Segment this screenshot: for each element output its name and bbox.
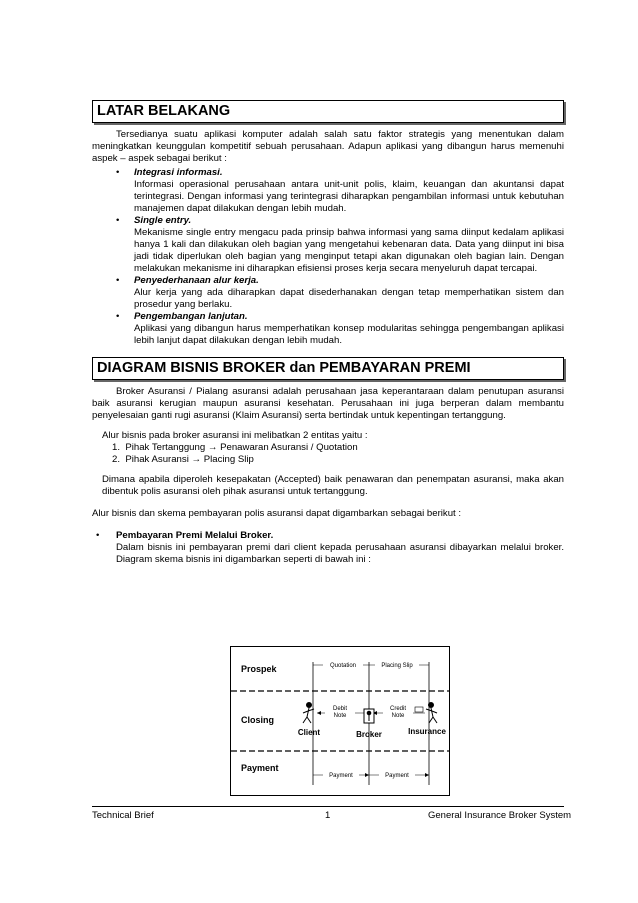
scheme-paragraph: Alur bisnis dan skema pembayaran polis asuransi dapat digambarkan sebagai berikut : <box>92 508 462 519</box>
payment-label-broker-insurance: Payment <box>385 773 409 779</box>
aspect-list <box>92 167 564 347</box>
row-label-prospek: Prospek <box>241 664 277 674</box>
placing-slip-label: Placing Slip <box>381 663 413 669</box>
insurance-person-icon <box>426 703 437 724</box>
flow-block <box>92 430 564 466</box>
payment-bullet-title: Pembayaran Premi Melalui Broker. <box>116 530 274 541</box>
list-item: • Pengembangan lanjutan. Aplikasi yang dibangun harus memperhatikan konsep modularitas sehingga pengembangan aplikasi lebih lanjut dapat dilakukan dengan lebih mudah. <box>116 311 564 346</box>
quotation-label: Quotation <box>329 663 357 669</box>
row-label-closing: Closing <box>241 715 274 725</box>
section-heading-diagram-bisnis: DIAGRAM BISNIS BROKER dan PEMBAYARAN PREMI <box>92 357 564 380</box>
broker-person-icon <box>364 709 374 723</box>
footer-divider <box>92 806 564 807</box>
row-label-payment: Payment <box>241 763 279 773</box>
section-heading-latar-belakang: LATAR BELAKANG <box>92 100 564 123</box>
credit-note-label: Credit <box>389 706 407 712</box>
footer-page-number: 1 <box>325 810 331 821</box>
broker-label: Broker <box>356 730 382 739</box>
list-item: 2. Pihak Asuransi → Placing Slip <box>112 454 254 465</box>
broker-intro-paragraph: Broker Asuransi / Pialang asuransi adalah perusahaan jasa keperantaraan dalam penutupan asuransi baik asuransi kerugian maupun asuransi kesehatan. Perusahaan ini juga berperan dalam membantu penyelesaian ganti rugi asuransi (Klaim Asuransi) serta bertindak untuk kepentingan tertanggung. <box>92 386 564 421</box>
entity-list <box>102 442 564 466</box>
payment-bullet: • Pembayaran Premi Melalui Broker. Dalam bisnis ini pembayaran premi dari client kepada perusahaan asuransi dibayarkan melalui broker. Diagram skema bisnis ini digambarkan seperti di bawah ini : <box>96 530 564 565</box>
list-item: • Integrasi informasi. Informasi operasional perusahaan antara unit-unit polis, klaim, keuangan dan akuntansi dapat terintegrasi. Dengan informasi yang terintegrasi diharapkan pengambilan informasi untuk kebutuhan manajemen dapat dilakukan dengan lebih mudah. <box>116 167 564 214</box>
list-item: 1. Pihak Tertanggung → Penawaran Asuransi / Quotation <box>112 442 358 453</box>
payment-label-client-broker: Payment <box>329 773 353 779</box>
document-page <box>92 100 564 566</box>
broker-business-diagram <box>230 646 450 796</box>
insurance-label: Insurance <box>408 727 446 736</box>
footer-right: General Insurance Broker System <box>428 810 572 821</box>
client-label: Client <box>297 728 321 737</box>
flow-intro: Alur bisnis pada broker asuransi ini melibatkan 2 entitas yaitu : <box>102 430 368 441</box>
intro-paragraph: Tersedianya suatu aplikasi komputer adalah salah satu faktor strategis yang menentukan dalam meningkatkan keunggulan kompetitif sebuah perusahaan. Adapun aplikasi yang dibangun harus memenuhi aspek – aspek sebagai berikut : <box>92 129 564 164</box>
list-item: • Penyederhanaan alur kerja. Alur kerja yang ada diharapkan dapat disederhanakan dengan tetap memperhatikan sistem dan prosedur yang berlaku. <box>116 275 564 310</box>
debit-note-label: Debit <box>332 706 348 712</box>
svg-text:Note: Note <box>333 713 347 719</box>
payment-bullet-text: Dalam bisnis ini pembayaran premi dari client kepada perusahaan asuransi dibayarkan melalui broker. Diagram skema bisnis ini digambarkan seperti di bawah ini : <box>116 542 564 565</box>
accepted-paragraph: Dimana apabila diperoleh kesepakatan (Accepted) baik penawaran dan penempatan asuransi, maka akan dibentuk polis asuransi oleh pihak asuransi untuk tertanggung. <box>102 474 564 497</box>
accepted-block <box>92 474 564 498</box>
list-item: • Single entry. Mekanisme single entry mengacu pada prinsip bahwa informasi yang sama diinput kedalam aplikasi hanya 1 kali dan dilakukan oleh bagian yang mengetahui kebenaran data. Data yang diinput ini bisa jadi tidak diperlukan oleh bagian yang menginput tetapi akan digunakan oleh bagian lain. Dengan melakukan mekanisme ini diharapkan efisiensi proses kerja secara menyeluruh dapat tercapai. <box>116 215 564 274</box>
client-person-icon <box>303 703 314 724</box>
svg-text:Note: Note <box>391 713 405 719</box>
footer-left: Technical Brief <box>92 810 154 821</box>
